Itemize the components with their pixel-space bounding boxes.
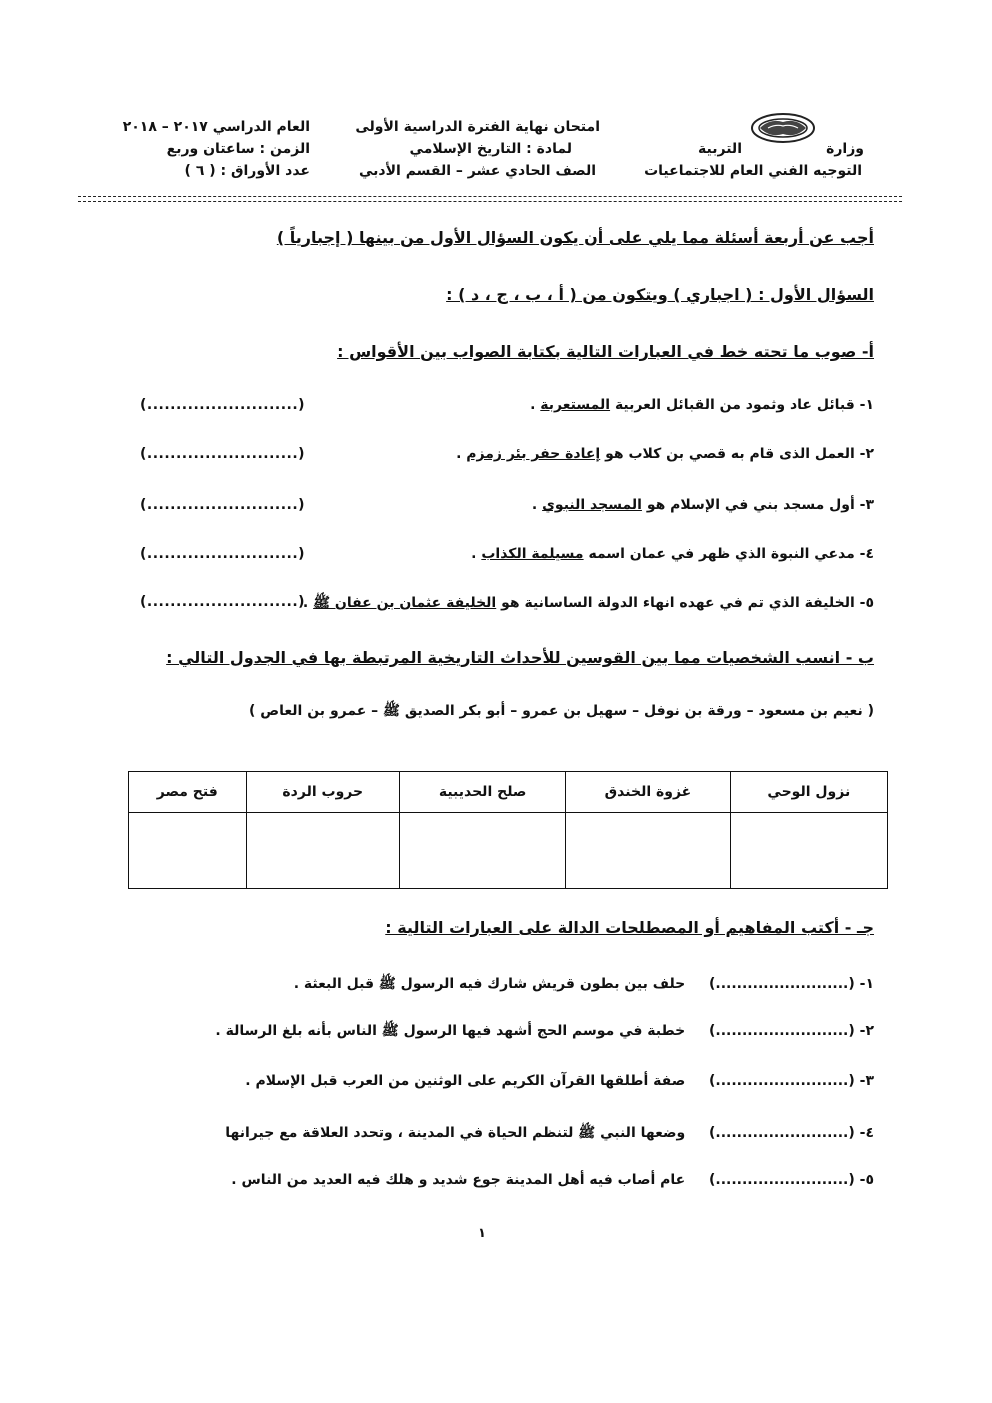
- item-text: حلف بين بطون قريش شارك فيه الرسول ﷺ قبل البعثة .: [293, 976, 686, 992]
- underlined-phrase: الخليفة عثمان بن عفان ﷺ: [313, 595, 497, 611]
- underlined-phrase: المسجد النبوي: [542, 497, 642, 513]
- part-a-item-4: [471, 546, 874, 562]
- item-number: ٤-: [859, 546, 874, 562]
- answer-cell[interactable]: [400, 813, 566, 889]
- answer-blank-c5[interactable]: (.........................): [709, 1172, 855, 1188]
- answer-blank-a2[interactable]: (..........................): [140, 446, 306, 462]
- table-header-row: [129, 772, 888, 813]
- item-end: .: [531, 497, 543, 513]
- subject-name: لمادة : التاريخ الإسلامي: [409, 141, 572, 157]
- part-c-item-4: [225, 1124, 874, 1144]
- part-c-item-3: [245, 1073, 874, 1089]
- answer-cell[interactable]: [730, 813, 887, 889]
- underlined-phrase: إعادة حفر بئر زمزم: [466, 446, 601, 462]
- item-text: مدعي النبوة الذي ظهر في عمان اسمه: [588, 546, 855, 562]
- item-end: .: [530, 397, 541, 413]
- exam-duration: الزمن : ساعتان وربع: [166, 141, 310, 157]
- item-text: وضعها النبي ﷺ لتنظم الحياة في المدينة ، وتحدد العلاقة مع جيرانها: [225, 1125, 686, 1141]
- academic-year: العام الدراسي ٢٠١٧ – ٢٠١٨: [122, 119, 310, 135]
- answer-blank-c1[interactable]: (.........................): [709, 976, 855, 992]
- answer-blank-a3[interactable]: (..........................): [140, 497, 306, 513]
- header-divider: [78, 196, 902, 197]
- answer-blank-a1[interactable]: (..........................): [140, 397, 306, 413]
- ministry-word: وزارة: [826, 141, 864, 157]
- item-number: ٣-: [859, 1073, 874, 1089]
- item-number: ١-: [859, 397, 874, 413]
- header-trench: غزوة الخندق: [566, 772, 730, 813]
- header-ridda: حروب الردة: [246, 772, 400, 813]
- answer-blank-a5[interactable]: (..........................): [140, 594, 306, 610]
- item-number: ٣-: [859, 497, 874, 513]
- header-hudaybiyyah: صلح الحديبية: [400, 772, 566, 813]
- answer-blank-c2[interactable]: (.........................): [709, 1023, 855, 1039]
- item-end: .: [471, 546, 482, 562]
- item-number: ٤-: [859, 1125, 874, 1141]
- grade-level: الصف الحادي عشر – القسم الأدبي: [358, 163, 596, 179]
- names-list: ( نعيم بن مسعود – ورقة بن نوفل – سهيل بن عمرو – أبو بكر الصديق ﷺ – عمرو بن العاص ): [249, 703, 874, 719]
- page-count: عدد الأوراق : ( ٦ ): [184, 163, 310, 179]
- answer-cell[interactable]: [246, 813, 400, 889]
- item-text: عام أصاب فيه أهل المدينة جوع شديد و هلك فيه العديد من الناس .: [231, 1172, 686, 1188]
- item-text: الخليفة الذي تم في عهده انهاء الدولة الساسانية هو: [501, 595, 855, 611]
- answer-cell[interactable]: [129, 813, 247, 889]
- ministry-emblem-icon: [750, 112, 816, 144]
- part-a-item-5: [303, 594, 874, 614]
- header-egypt-conquest: فتح مصر: [129, 772, 247, 813]
- underlined-phrase: مسيلمة الكذاب: [481, 546, 584, 562]
- header-divider-2: [78, 201, 902, 202]
- part-c-item-2: [215, 1022, 874, 1042]
- part-c-item-5: [231, 1172, 874, 1188]
- item-end: .: [456, 446, 467, 462]
- part-c-title: جـ - أكتب المفاهيم أو المصطلحات الدالة على العبارات التالية :: [385, 918, 874, 937]
- item-text: خطبة في موسم الحج أشهد فيها الرسول ﷺ الناس بأنه بلغ الرسالة .: [215, 1023, 686, 1039]
- answer-blank-a4[interactable]: (..........................): [140, 546, 306, 562]
- item-number: ٥-: [859, 595, 874, 611]
- question1-title: السؤال الأول : ( اجباري ) ويتكون من ( أ ، ب ، ج ، د ) :: [446, 285, 874, 304]
- item-text: العمل الذى قام به قصي بن كلاب هو: [605, 446, 855, 462]
- part-b-title: ب - انسب الشخصيات مما بين القوسين للأحداث التاريخية المرتبطة بها في الجدول التالي :: [166, 648, 874, 667]
- page-number: ١: [478, 1226, 486, 1241]
- item-text: صفة أطلقها القرآن الكريم على الوثنين من العرب قبل الإسلام .: [245, 1073, 686, 1089]
- table-answer-row: [129, 813, 888, 889]
- part-c-item-1: [294, 975, 874, 995]
- item-text: قبائل عاد وثمود من القبائل العربية: [614, 397, 855, 413]
- answer-blank-c4[interactable]: (.........................): [709, 1125, 855, 1141]
- part-a-item-2: [456, 446, 874, 462]
- part-a-item-1: [530, 397, 874, 413]
- ministry-name: التربية: [698, 141, 742, 157]
- item-number: ٥-: [859, 1172, 874, 1188]
- part-a-title: أ- صوب ما تحته خط في العبارات التالية بكتابة الصواب بين الأقواس :: [337, 342, 874, 361]
- item-end: .: [302, 595, 314, 611]
- events-table: [128, 771, 888, 889]
- header-revelation: نزول الوحي: [730, 772, 887, 813]
- department-name: التوجيه الفني العام للاجتماعيات: [644, 163, 862, 179]
- answer-blank-c3[interactable]: (.........................): [709, 1073, 855, 1089]
- answer-cell[interactable]: [566, 813, 730, 889]
- underlined-phrase: المستعربة: [540, 397, 611, 413]
- item-text: أول مسجد بني في الإسلام هو: [646, 497, 855, 513]
- exam-instructions: أجب عن أربعة أسئلة مما يلي على أن يكون السؤال الأول من بينها ( إجبارياً ): [276, 228, 874, 247]
- part-a-item-3: [532, 497, 874, 513]
- exam-title: امتحان نهاية الفترة الدراسية الأولى: [355, 119, 600, 135]
- item-number: ٢-: [859, 1023, 874, 1039]
- item-number: ١-: [859, 976, 874, 992]
- item-number: ٢-: [859, 446, 874, 462]
